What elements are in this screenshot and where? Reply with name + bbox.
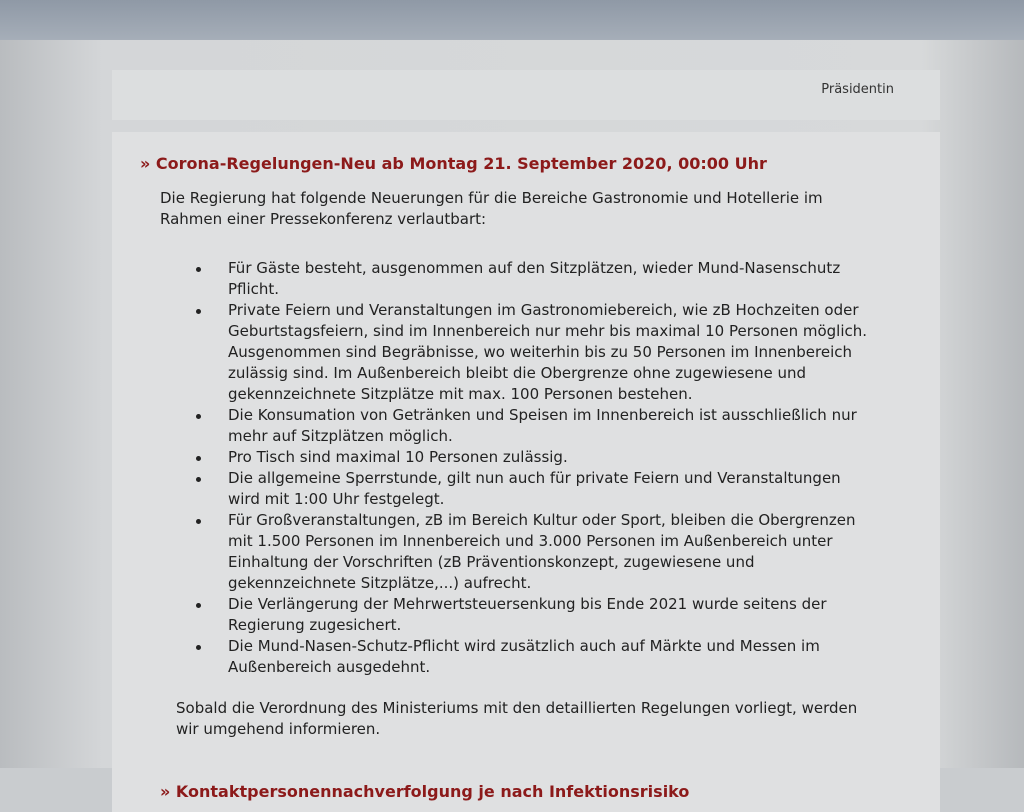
list-item bbox=[192, 258, 872, 300]
list-item bbox=[192, 447, 872, 468]
article-intro: Die Regierung hat folgende Neuerungen für die Bereiche Gastronomie und Hotellerie im Rahmen einer Pressekonferenz verlautbart: bbox=[160, 189, 823, 228]
list-item bbox=[192, 594, 872, 636]
list-item bbox=[192, 405, 872, 447]
bullet-icon bbox=[196, 477, 201, 482]
list-item bbox=[192, 468, 872, 510]
list-item-text: Für Gäste besteht, ausgenommen auf den Sitzplätzen, wieder Mund-Nasenschutz Pflicht. bbox=[228, 259, 841, 298]
bullet-icon bbox=[196, 267, 201, 272]
header-strip bbox=[112, 70, 940, 120]
header-label: Präsidentin bbox=[821, 82, 894, 97]
bullet-icon bbox=[196, 414, 201, 419]
page-background bbox=[0, 40, 1024, 801]
list-item bbox=[192, 300, 872, 405]
bullet-icon bbox=[196, 519, 201, 524]
list-item-text: Für Großveranstaltungen, zB im Bereich Kultur oder Sport, bleiben die Obergrenzen mit 1.500 Personen im Innenbereich und 3.000 Personen im Außenbereich unter Einhaltung der Vorschriften (zB Präventionskonzept, zugewiesene und gekennzeichnete Sitzplätze,...) aufrecht. bbox=[228, 511, 856, 592]
regulation-list bbox=[192, 258, 872, 678]
article-content bbox=[112, 132, 940, 812]
bullet-icon bbox=[196, 456, 201, 461]
list-item-text: Die allgemeine Sperrstunde, gilt nun auch für private Feiern und Veranstaltungen wird mit 1:00 Uhr festgelegt. bbox=[228, 469, 841, 508]
bullet-icon bbox=[196, 603, 201, 608]
next-article-title-link[interactable]: » Kontaktpersonennachverfolgung je nach Infektionsrisiko bbox=[160, 782, 690, 801]
list-item-text: Private Feiern und Veranstaltungen im Gastronomiebereich, wie zB Hochzeiten oder Geburtstagsfeiern, sind im Innenbereich nur mehr bis maximal 10 Personen möglich. Ausgenommen sind Begräbnisse, wo weiterhin bis zu 50 Personen im Innenbereich zulässig sind. Im Außenbereich bleibt die Obergrenze ohne zugewiesene und gekennzeichnete Sitzplätze mit max. 100 Personen bestehen. bbox=[228, 301, 868, 403]
bullet-icon bbox=[196, 645, 201, 650]
list-item-text: Die Mund-Nasen-Schutz-Pflicht wird zusätzlich auch auf Märkte und Messen im Außenbereich ausgedehnt. bbox=[228, 637, 820, 676]
article-outro: Sobald die Verordnung des Ministeriums mit den detaillierten Regelungen vorliegt, werden wir umgehend informieren. bbox=[176, 699, 858, 738]
bullet-icon bbox=[196, 309, 201, 314]
list-item bbox=[192, 510, 872, 594]
list-item-text: Die Verlängerung der Mehrwertsteuersenkung bis Ende 2021 wurde seitens der Regierung zugesichert. bbox=[228, 595, 827, 634]
list-item bbox=[192, 636, 872, 678]
list-item-text: Pro Tisch sind maximal 10 Personen zulässig. bbox=[228, 448, 568, 466]
list-item-text: Die Konsumation von Getränken und Speisen im Innenbereich ist ausschließlich nur mehr auf Sitzplätzen möglich. bbox=[228, 406, 857, 445]
article-title-link[interactable]: » Corona-Regelungen-Neu ab Montag 21. September 2020, 00:00 Uhr bbox=[140, 154, 767, 173]
